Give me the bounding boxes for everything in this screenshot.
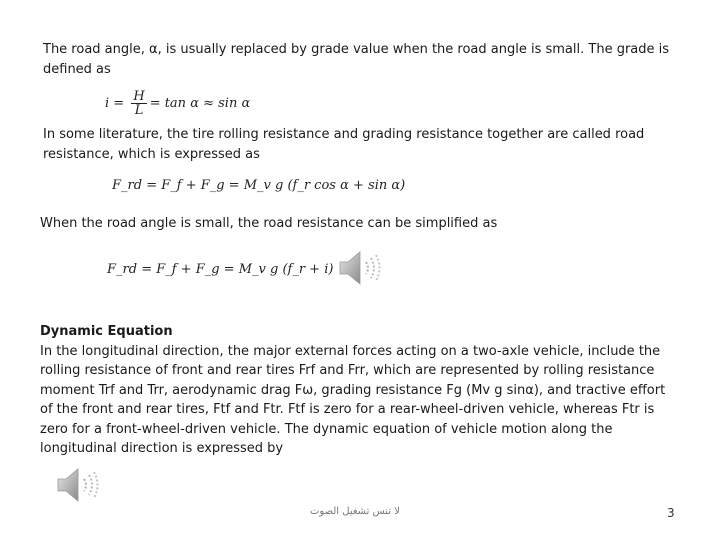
equation-simplified-text: F_rd = F_f + F_g = M_v g (f_r + i)	[107, 262, 334, 277]
paragraph-road-resistance: In some literature, the tire rolling resistance and grading resistance together are called road resistance, which is expressed as	[43, 127, 645, 162]
section-dynamic-equation	[40, 322, 680, 459]
equation-grade-lhs: i	[105, 96, 110, 111]
equation-grade: i = $\frac{H}{L}$ = tan α ≈ sin α	[105, 89, 251, 118]
equation-road-resistance-text: F_rd = F_f + F_g = M_v g (f_r cos α + sin α)	[112, 178, 406, 193]
equation-grade-numerator: H	[133, 89, 145, 104]
equation-grade-denominator: L	[134, 103, 144, 118]
footer-note: لا تنس تشغيل الصوت	[310, 506, 400, 517]
equation-road-resistance	[112, 178, 405, 193]
equation-simplified	[107, 262, 333, 277]
section-body: In the longitudinal direction, the major external forces acting on a two-axle vehicle, include the rolling resistance of front and rear tires Frf and Frr, which are represented by rolling resistance moment Trf and Trr, aerodynamic drag Fω, grading resistance Fg (Mv g sinα), and tractive effort of the front and rear tires, Ftf and Ftr. Ftf is zero for a rear-wheel-driven vehicle, whereas Ftr is zero for a front-wheel-driven vehicle. The dynamic equation of vehicle motion along the longitudinal direction is expressed by	[40, 343, 666, 456]
paragraph-simplified: When the road angle is small, the road resistance can be simplified as	[40, 216, 498, 231]
speaker-icon[interactable]	[54, 465, 100, 505]
equation-grade-rest: = tan α ≈ sin α	[149, 96, 251, 111]
section-heading: Dynamic Equation	[40, 324, 173, 339]
equation-grade-fraction	[131, 90, 146, 117]
page-number: 3	[667, 506, 675, 520]
paragraph-grade-definition: The road angle, α, is usually replaced by grade value when the road angle is small. The grade is defined as	[43, 42, 670, 77]
speaker-icon[interactable]	[336, 248, 382, 288]
